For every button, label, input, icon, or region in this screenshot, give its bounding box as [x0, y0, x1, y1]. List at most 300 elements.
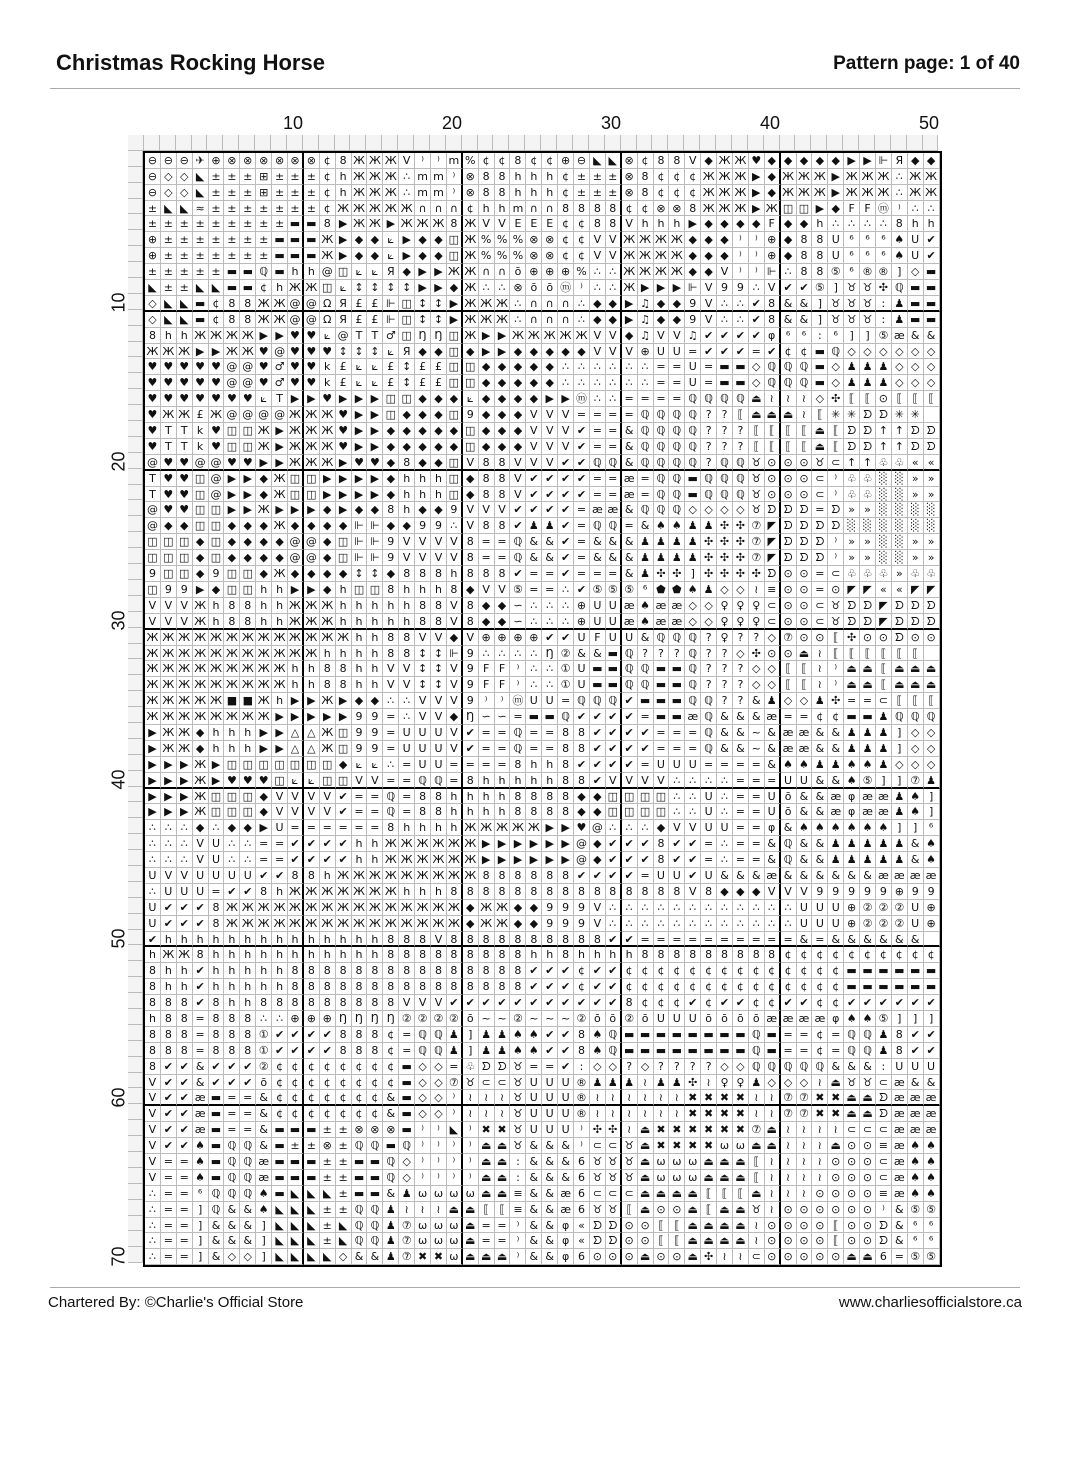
- margin-cell: [128, 993, 143, 1009]
- stitch-cell: =: [701, 359, 717, 375]
- stitch-cell: ◫: [654, 789, 670, 805]
- stitch-cell: ◇: [717, 582, 733, 598]
- stitch-cell: ♥: [320, 391, 336, 407]
- stitch-cell: ¢: [574, 248, 590, 264]
- stitch-cell: &: [765, 741, 781, 757]
- stitch-cell: Ж: [193, 614, 209, 630]
- stitch-cell: Ж: [193, 757, 209, 773]
- stitch-cell: 8: [558, 773, 574, 789]
- stitch-cell: ▬: [876, 963, 892, 979]
- stitch-cell: ¢: [685, 979, 701, 995]
- stitch-cell: Ж: [701, 185, 717, 201]
- stitch-cell: ⏏: [685, 1233, 701, 1249]
- margin-cell: [128, 453, 143, 469]
- stitch-cell: ✔: [161, 1122, 177, 1138]
- stitch-cell: ?: [701, 1059, 717, 1075]
- stitch-cell: æ: [908, 1106, 924, 1122]
- stitch-cell: ✔: [558, 487, 574, 503]
- stitch-cell: ⟦: [669, 1233, 685, 1249]
- stitch-cell: V: [320, 804, 336, 820]
- stitch-cell: ▬: [224, 264, 240, 280]
- stitch-cell: =: [701, 932, 717, 948]
- stitch-cell: @: [304, 296, 320, 312]
- stitch-cell: ⟀: [304, 773, 320, 789]
- stitch-cell: ⁾: [828, 677, 844, 693]
- stitch-cell: Ж: [542, 328, 558, 344]
- stitch-cell: ±: [272, 169, 288, 185]
- stitch-cell: ♠: [590, 1043, 606, 1059]
- stitch-cell: ¢: [797, 344, 813, 360]
- stitch-cell: ℚ: [685, 407, 701, 423]
- stitch-cell: ℚ: [701, 693, 717, 709]
- stitch-cell: ⊙: [844, 1233, 860, 1249]
- stitch-cell: h: [431, 471, 447, 487]
- stitch-cell: 8: [431, 789, 447, 805]
- stitch-cell: ♥: [209, 439, 225, 455]
- stitch-cell: 8: [479, 487, 495, 503]
- stitch-cell: =: [590, 407, 606, 423]
- stitch-cell: ±: [224, 248, 240, 264]
- chart-top-margin: [128, 135, 938, 151]
- stitch-cell: &: [622, 502, 638, 518]
- stitch-cell: U: [415, 757, 431, 773]
- stitch-cell: Ж: [431, 852, 447, 868]
- stitch-cell: Ж: [463, 280, 479, 296]
- stitch-cell: h: [479, 789, 495, 805]
- stitch-cell: =: [638, 709, 654, 725]
- stitch-cell: h: [526, 185, 542, 201]
- stitch-cell: ⟀: [352, 757, 368, 773]
- stitch-cell: ♂: [383, 328, 399, 344]
- stitch-cell: V: [685, 820, 701, 836]
- stitch-cell: ♉: [510, 1106, 526, 1122]
- stitch-cell: ⏏: [765, 1122, 781, 1138]
- stitch-cell: ω: [717, 1138, 733, 1154]
- stitch-cell: ◇: [415, 1075, 431, 1091]
- stitch-cell: ⟦: [669, 1218, 685, 1234]
- stitch-cell: ◣: [272, 1233, 288, 1249]
- stitch-cell: ◆: [431, 391, 447, 407]
- stitch-cell: ♥: [177, 391, 193, 407]
- stitch-cell: ▬: [638, 1027, 654, 1043]
- stitch-cell: æ: [256, 1170, 272, 1186]
- stitch-cell: ∴: [622, 900, 638, 916]
- stitch-cell: Ж: [479, 900, 495, 916]
- stitch-cell: ◆: [272, 550, 288, 566]
- stitch-cell: ♟: [876, 375, 892, 391]
- stitch-cell: %: [463, 153, 479, 169]
- stitch-cell: ℚ: [638, 502, 654, 518]
- stitch-cell: Ж: [415, 900, 431, 916]
- stitch-cell: ¢: [669, 185, 685, 201]
- stitch-cell: ⟀: [367, 264, 383, 280]
- stitch-cell: ▬: [367, 1170, 383, 1186]
- stitch-cell: ⟦: [828, 439, 844, 455]
- stitch-cell: ▬: [272, 1186, 288, 1202]
- stitch-cell: ⏏: [701, 1218, 717, 1234]
- margin-cell: [128, 1057, 143, 1073]
- stitch-cell: =: [272, 852, 288, 868]
- stitch-cell: ◣: [272, 1218, 288, 1234]
- stitch-cell: 6: [574, 1170, 590, 1186]
- stitch-cell: ◆: [765, 153, 781, 169]
- stitch-cell: ✔: [288, 1027, 304, 1043]
- stitch-cell: ◫: [463, 423, 479, 439]
- stitch-cell: ᗤ: [765, 566, 781, 582]
- stitch-cell: ⊕: [844, 900, 860, 916]
- stitch-cell: ℚ: [352, 1138, 368, 1154]
- stitch-cell: &: [383, 1090, 399, 1106]
- stitch-cell: ♉: [463, 1075, 479, 1091]
- stitch-cell: φ: [828, 1011, 844, 1027]
- stitch-cell: ∴: [622, 359, 638, 375]
- stitch-cell: ±: [590, 169, 606, 185]
- stitch-cell: ◆: [320, 582, 336, 598]
- stitch-cell: ◇: [860, 344, 876, 360]
- stitch-cell: ⊙: [797, 1249, 813, 1265]
- stitch-cell: ◇: [415, 1059, 431, 1075]
- stitch-cell: ◆: [256, 789, 272, 805]
- stitch-cell: ∴: [590, 264, 606, 280]
- stitch-cell: 8: [479, 868, 495, 884]
- stitch-cell: ⁾: [510, 1249, 526, 1265]
- stitch-cell: =: [733, 820, 749, 836]
- stitch-cell: ¢: [876, 947, 892, 963]
- stitch-cell: ~: [479, 1011, 495, 1027]
- stitch-cell: 8: [574, 741, 590, 757]
- stitch-cell: ¢: [320, 1106, 336, 1122]
- stitch-cell: ✔: [590, 725, 606, 741]
- stitch-cell: ∴: [145, 884, 161, 900]
- stitch-cell: ◫: [336, 264, 352, 280]
- stitch-cell: ♧: [860, 566, 876, 582]
- stitch-cell: ♥: [177, 502, 193, 518]
- stitch-cell: ⊙: [781, 1202, 797, 1218]
- stitch-cell: ↕: [399, 359, 415, 375]
- stitch-cell: Ж: [272, 916, 288, 932]
- stitch-cell: ⏏: [908, 661, 924, 677]
- stitch-cell: ▬: [399, 1090, 415, 1106]
- stitch-cell: ⑤: [908, 1202, 924, 1218]
- stitch-cell: ∽: [510, 614, 526, 630]
- stitch-cell: 8: [479, 471, 495, 487]
- stitch-cell: ♟: [606, 1075, 622, 1091]
- stitch-cell: ∴: [606, 391, 622, 407]
- margin-cell: [176, 135, 192, 151]
- stitch-cell: 8: [495, 979, 511, 995]
- stitch-cell: @: [240, 359, 256, 375]
- stitch-cell: &: [749, 868, 765, 884]
- stitch-cell: ▶: [145, 804, 161, 820]
- stitch-cell: ░: [892, 518, 908, 534]
- stitch-cell: h: [177, 963, 193, 979]
- stitch-cell: 8: [654, 153, 670, 169]
- stitch-cell: 8: [542, 884, 558, 900]
- stitch-cell: ¢: [320, 1059, 336, 1075]
- stitch-cell: ▶: [272, 741, 288, 757]
- stitch-cell: ∴: [622, 916, 638, 932]
- stitch-cell: ▶: [177, 757, 193, 773]
- column-label-10: 10: [282, 113, 304, 133]
- stitch-cell: 8: [209, 900, 225, 916]
- stitch-cell: V: [399, 677, 415, 693]
- stitch-cell: ♥: [224, 773, 240, 789]
- stitch-cell: h: [336, 646, 352, 662]
- stitch-cell: ᗤ: [924, 423, 940, 439]
- stitch-cell: ⟦: [892, 693, 908, 709]
- stitch-cell: 8: [447, 932, 463, 948]
- stitch-cell: ◣: [145, 280, 161, 296]
- stitch-cell: ▶: [145, 789, 161, 805]
- stitch-cell: ⊙: [797, 582, 813, 598]
- stitch-cell: ω: [415, 1233, 431, 1249]
- stitch-cell: ↕: [415, 661, 431, 677]
- stitch-cell: Ŋ: [415, 328, 431, 344]
- stitch-cell: ⏏: [717, 1170, 733, 1186]
- stitch-cell: ≀: [399, 1202, 415, 1218]
- stitch-cell: »: [908, 471, 924, 487]
- stitch-cell: ♟: [876, 725, 892, 741]
- website-link[interactable]: www.charliesofficialstore.ca: [838, 1294, 1022, 1311]
- stitch-cell: ō: [256, 1075, 272, 1091]
- stitch-cell: ±: [161, 248, 177, 264]
- stitch-cell: ⏏: [717, 1154, 733, 1170]
- stitch-cell: ℚ: [654, 471, 670, 487]
- stitch-cell: ≀: [701, 1075, 717, 1091]
- stitch-cell: ♟: [876, 709, 892, 725]
- stitch-cell: ◤: [765, 534, 781, 550]
- stitch-cell: Ж: [272, 646, 288, 662]
- stitch-cell: ℚ: [224, 1154, 240, 1170]
- stitch-cell: =: [495, 725, 511, 741]
- stitch-cell: ∽: [479, 709, 495, 725]
- stitch-cell: :: [510, 1154, 526, 1170]
- stitch-cell: ◆: [479, 391, 495, 407]
- stitch-cell: ◣: [304, 1218, 320, 1234]
- stitch-cell: ]: [685, 566, 701, 582]
- stitch-cell: ?: [685, 1059, 701, 1075]
- stitch-cell: ◫: [304, 471, 320, 487]
- stitch-cell: ∴: [828, 216, 844, 232]
- stitch-cell: ▬: [352, 1154, 368, 1170]
- stitch-cell: Ж: [367, 884, 383, 900]
- stitch-cell: &: [860, 1059, 876, 1075]
- stitch-cell: Ж: [256, 661, 272, 677]
- stitch-cell: Ж: [383, 153, 399, 169]
- stitch-cell: »: [924, 487, 940, 503]
- stitch-cell: ⑦: [447, 1075, 463, 1091]
- stitch-cell: ◆: [479, 598, 495, 614]
- stitch-cell: 8: [463, 614, 479, 630]
- stitch-cell: U: [701, 789, 717, 805]
- stitch-cell: ?: [701, 439, 717, 455]
- stitch-cell: ▶: [479, 852, 495, 868]
- stitch-cell: =: [781, 932, 797, 948]
- stitch-cell: ✔: [193, 963, 209, 979]
- stitch-cell: ]: [193, 1249, 209, 1265]
- margin-cell: [811, 135, 827, 151]
- stitch-cell: ≀: [765, 1154, 781, 1170]
- stitch-cell: ✣: [606, 1122, 622, 1138]
- stitch-cell: ◆: [701, 264, 717, 280]
- stitch-cell: Ж: [304, 455, 320, 471]
- stitch-cell: ◣: [304, 1186, 320, 1202]
- stitch-cell: =: [606, 487, 622, 503]
- stitch-cell: &: [256, 1090, 272, 1106]
- stitch-cell: ⊙: [876, 391, 892, 407]
- stitch-cell: ℚ: [765, 359, 781, 375]
- stitch-cell: ⟦: [781, 677, 797, 693]
- stitch-cell: ⁾: [463, 1170, 479, 1186]
- stitch-cell: Ж: [399, 201, 415, 217]
- stitch-cell: ℚ: [590, 455, 606, 471]
- stitch-cell: &: [542, 550, 558, 566]
- stitch-cell: =: [685, 725, 701, 741]
- stitch-cell: æ: [892, 868, 908, 884]
- stitch-cell: ▬: [844, 709, 860, 725]
- stitch-cell: ②: [892, 916, 908, 932]
- stitch-cell: Ж: [383, 852, 399, 868]
- stitch-cell: V: [161, 868, 177, 884]
- stitch-cell: æ: [654, 598, 670, 614]
- stitch-cell: Ŋ: [431, 328, 447, 344]
- stitch-cell: ◇: [844, 344, 860, 360]
- stitch-cell: ✔: [606, 741, 622, 757]
- stitch-cell: ♟: [860, 836, 876, 852]
- stitch-cell: 8: [383, 932, 399, 948]
- stitch-cell: ◣: [272, 1249, 288, 1265]
- stitch-cell: 8: [765, 296, 781, 312]
- stitch-cell: ⟀: [383, 248, 399, 264]
- stitch-cell: 8: [352, 963, 368, 979]
- stitch-cell: »: [844, 534, 860, 550]
- stitch-cell: ◇: [781, 1075, 797, 1091]
- stitch-cell: ⬟: [654, 582, 670, 598]
- stitch-cell: ◤: [924, 582, 940, 598]
- stitch-cell: ω: [733, 1138, 749, 1154]
- stitch-cell: ▬: [701, 1043, 717, 1059]
- stitch-cell: ∽: [510, 598, 526, 614]
- stitch-cell: ¢: [638, 963, 654, 979]
- stitch-cell: ⁾: [828, 661, 844, 677]
- margin-cell: [525, 135, 541, 151]
- stitch-cell: ◫: [177, 534, 193, 550]
- stitch-cell: ᗤ: [892, 630, 908, 646]
- stitch-cell: &: [209, 1233, 225, 1249]
- stitch-cell: ◆: [510, 391, 526, 407]
- stitch-cell: Ж: [177, 407, 193, 423]
- stitch-cell: ō: [510, 264, 526, 280]
- stitch-cell: ⁾: [447, 1154, 463, 1170]
- stitch-cell: ≀: [479, 1090, 495, 1106]
- stitch-cell: ♥: [352, 455, 368, 471]
- stitch-cell: V: [606, 773, 622, 789]
- stitch-cell: ⁾: [431, 153, 447, 169]
- margin-cell: [716, 135, 732, 151]
- stitch-cell: &: [542, 1170, 558, 1186]
- stitch-cell: ✔: [685, 852, 701, 868]
- stitch-cell: V: [590, 232, 606, 248]
- stitch-cell: ᗤ: [590, 1233, 606, 1249]
- stitch-cell: ?: [701, 407, 717, 423]
- stitch-cell: U: [669, 757, 685, 773]
- margin-cell: [128, 755, 143, 771]
- stitch-cell: Ж: [256, 630, 272, 646]
- stitch-cell: ◇: [749, 661, 765, 677]
- stitch-cell: ⊕: [542, 264, 558, 280]
- stitch-cell: h: [399, 582, 415, 598]
- stitch-cell: ◆: [431, 407, 447, 423]
- stitch-cell: ✔: [590, 757, 606, 773]
- stitch-cell: ♥: [145, 375, 161, 391]
- stitch-cell: ⊗: [542, 232, 558, 248]
- stitch-cell: h: [177, 932, 193, 948]
- stitch-cell: ♟: [669, 1075, 685, 1091]
- stitch-cell: ▶: [367, 471, 383, 487]
- stitch-cell: ▬: [908, 280, 924, 296]
- stitch-cell: æ: [765, 709, 781, 725]
- margin-cell: [128, 373, 143, 389]
- stitch-cell: =: [733, 804, 749, 820]
- stitch-cell: £: [336, 359, 352, 375]
- stitch-cell: h: [510, 773, 526, 789]
- stitch-cell: «: [924, 455, 940, 471]
- stitch-cell: ≀: [797, 1170, 813, 1186]
- stitch-cell: ᗤ: [765, 502, 781, 518]
- stitch-cell: ?: [701, 646, 717, 662]
- stitch-cell: ℚ: [654, 502, 670, 518]
- stitch-cell: ⊞: [256, 169, 272, 185]
- stitch-cell: ◇: [733, 582, 749, 598]
- stitch-cell: h: [463, 789, 479, 805]
- stitch-cell: ¢: [812, 995, 828, 1011]
- stitch-cell: ✔: [924, 248, 940, 264]
- stitch-cell: ◫: [447, 375, 463, 391]
- stitch-cell: ℚ: [415, 1043, 431, 1059]
- stitch-cell: =: [638, 868, 654, 884]
- stitch-cell: ⊖: [161, 153, 177, 169]
- stitch-cell: U: [209, 868, 225, 884]
- stitch-cell: =: [749, 757, 765, 773]
- stitch-cell: ◫: [193, 471, 209, 487]
- stitch-cell: ♉: [828, 614, 844, 630]
- stitch-cell: 8: [367, 963, 383, 979]
- stitch-cell: U: [431, 741, 447, 757]
- stitch-cell: ◆: [781, 232, 797, 248]
- stitch-cell: ≀: [797, 1138, 813, 1154]
- stitch-cell: &: [717, 725, 733, 741]
- stitch-cell: 8: [383, 995, 399, 1011]
- stitch-cell: ✔: [574, 995, 590, 1011]
- stitch-cell: ◣: [288, 1249, 304, 1265]
- stitch-cell: ◇: [908, 359, 924, 375]
- stitch-cell: »: [908, 550, 924, 566]
- stitch-cell: T: [352, 328, 368, 344]
- margin-cell: [128, 707, 143, 723]
- stitch-cell: ♀: [733, 614, 749, 630]
- stitch-cell: Ж: [145, 646, 161, 662]
- stitch-cell: V: [272, 804, 288, 820]
- stitch-cell: Ж: [240, 709, 256, 725]
- stitch-cell: Ж: [272, 900, 288, 916]
- stitch-cell: ♠: [812, 820, 828, 836]
- stitch-cell: ▬: [638, 1043, 654, 1059]
- stitch-cell: ±: [320, 1170, 336, 1186]
- stitch-cell: V: [431, 534, 447, 550]
- stitch-cell: ♠: [924, 1154, 940, 1170]
- stitch-cell: F: [765, 216, 781, 232]
- stitch-cell: ◇: [828, 375, 844, 391]
